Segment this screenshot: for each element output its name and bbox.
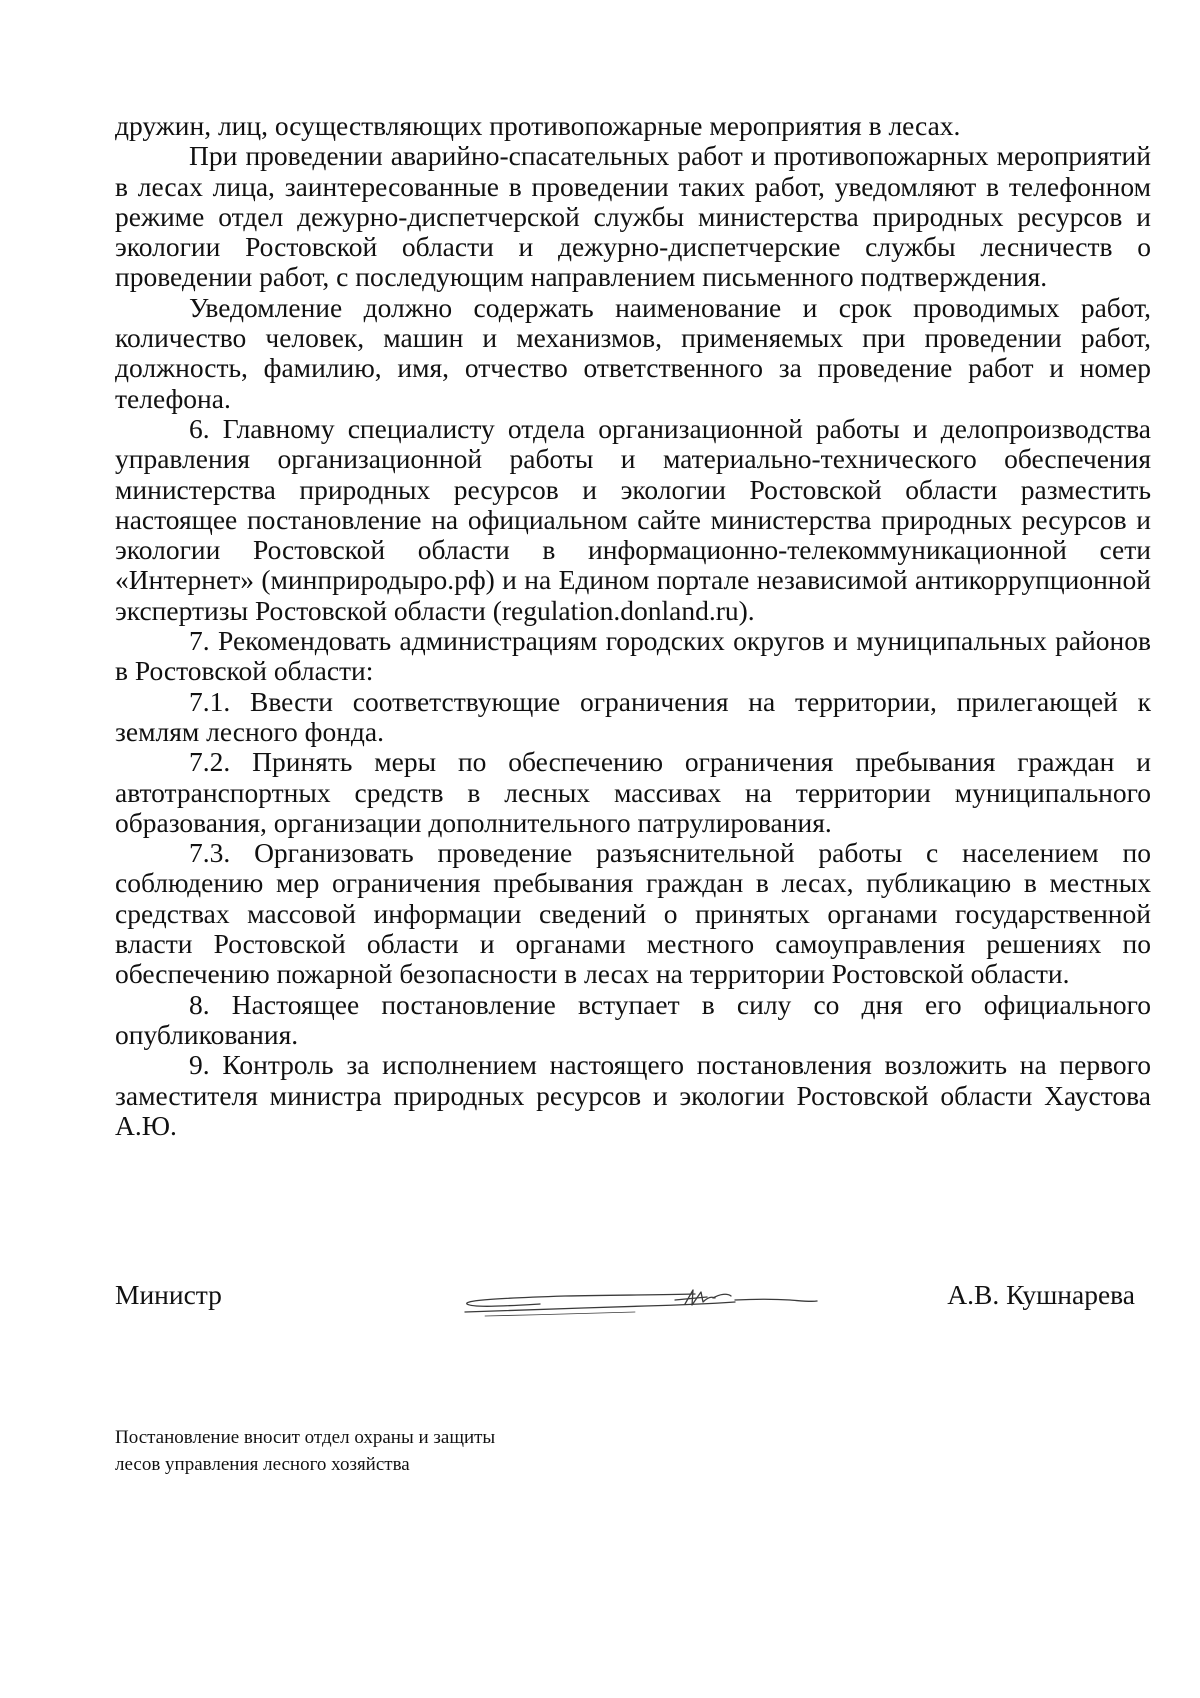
signatory-role: Министр (115, 1279, 222, 1310)
signatory-name: А.В. Кушнарева (947, 1279, 1135, 1310)
footer-note-line-2: лесов управления лесного хозяйства (115, 1454, 410, 1475)
paragraph-item-7: 7. Рекомендовать администрациям городских округов и муниципальных районов в Ростовской области: (115, 625, 1151, 687)
paragraph-item-8: 8. Настоящее постановление вступает в силу со дня его официального опубликования. (115, 988, 1151, 1050)
paragraph-notification-content: Уведомление должно содержать наименование и срок проводимых работ, количество человек, машин и механизмов, применяемых при проведении работ, должность, фамилию, имя, отчество ответственного за проведение работ и номер телефона. (115, 291, 1151, 414)
paragraph-item-7-1: 7.1. Ввести соответствующие ограничения на территории, прилегающей к землям лесного фонда. (115, 685, 1151, 747)
paragraph-item-7-3: 7.3. Организовать проведение разъяснительной работы с населением по соблюдению мер ограничения пребывания граждан в лесах, публикацию в местных средствах массовой информации сведений о принятых органами государственной власти Ростовской области и органами местного самоуправления решениях по обеспечению пожарной безопасности в лесах на территории Ростовской области. (115, 837, 1151, 990)
document-body (115, 111, 1151, 1141)
handwritten-signature-icon (445, 1268, 845, 1328)
footer-note-line-1: Постановление вносит отдел охраны и защиты (115, 1427, 496, 1448)
paragraph-notification-procedure: При проведении аварийно-спасательных работ и противопожарных мероприятий в лесах лица, заинтересованные в проведении таких работ, уведомляют в телефонном режиме отдел дежурно-диспетчерской службы министерства природных ресурсов и экологии Ростовской области и дежурно-диспетчерские службы лесничеств о проведении работ, с последующим направлением письменного подтверждения. (115, 140, 1151, 293)
paragraph-item-9: 9. Контроль за исполнением настоящего постановления возложить на первого заместителя министра природных ресурсов и экологии Ростовской области Хаустова А.Ю. (115, 1049, 1151, 1141)
paragraph-item-6: 6. Главному специалисту отдела организационной работы и делопроизводства управления организационной работы и материально-технического обеспечения министерства природных ресурсов и экологии Ростовской области разместить настоящее постановление на официальном сайте министерства природных ресурсов и экологии Ростовской области в информационно-телекоммуникационной сети «Интернет» (минприродыро.рф) и на Едином портале независимой антикоррупционной экспертизы Ростовской области (regulation.donland.ru). (115, 412, 1151, 626)
paragraph-item-7-2: 7.2. Принять меры по обеспечению ограничения пребывания граждан и автотранспортных средств в лесных массивах на территории муниципального образования, организации дополнительного патрулирования. (115, 746, 1151, 838)
paragraph-continuation: дружин, лиц, осуществляющих противопожарные мероприятия в лесах. (115, 110, 961, 141)
signature-block (115, 1268, 1135, 1338)
footer-note (115, 1424, 495, 1478)
